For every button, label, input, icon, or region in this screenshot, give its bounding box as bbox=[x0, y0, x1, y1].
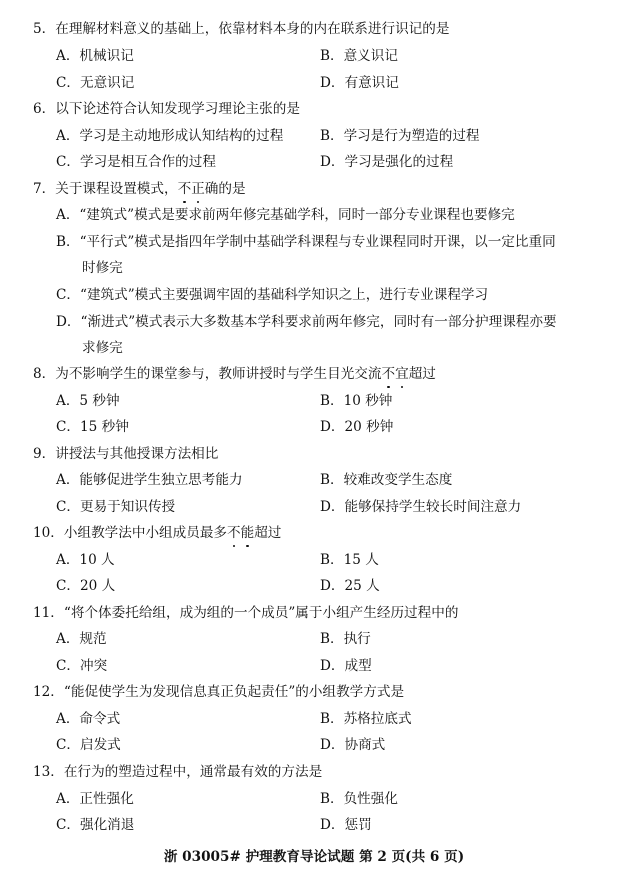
emphasis-char: 能 bbox=[240, 525, 255, 541]
option-text: 学习是主动地形成认知结构的过程 bbox=[79, 128, 284, 144]
question-number: 6． bbox=[33, 101, 56, 117]
question-stem bbox=[33, 365, 436, 383]
option-text: 机械识记 bbox=[79, 48, 134, 64]
option-b bbox=[320, 47, 398, 65]
question-number: 8． bbox=[33, 366, 56, 382]
option-a bbox=[56, 392, 120, 410]
option-d bbox=[320, 498, 521, 516]
option-letter: A． bbox=[56, 207, 80, 223]
question-stem bbox=[33, 180, 246, 198]
stem-text: 以下论述符合认知发现学习理论主张的是 bbox=[55, 101, 300, 117]
option-letter: C． bbox=[56, 658, 80, 674]
option-text: 5 秒钟 bbox=[79, 393, 120, 409]
option-text: 25 人 bbox=[344, 578, 380, 594]
option-letter: A． bbox=[56, 631, 80, 647]
stem-text: 确的是 bbox=[204, 181, 246, 197]
option-letter: B． bbox=[320, 393, 344, 409]
question-stem bbox=[33, 683, 404, 701]
option-text: “渐进式”模式表示大多数基本学科要求前两年修完，同时有一部分护理课程亦要 bbox=[80, 314, 557, 330]
question-number: 13． bbox=[33, 764, 64, 780]
question-stem bbox=[33, 524, 281, 542]
option-letter: D． bbox=[320, 737, 345, 753]
option-letter: C． bbox=[56, 154, 80, 170]
option-a bbox=[56, 47, 134, 65]
stem-text: “将个体委托给组，成为组的一个成员”属于小组产生经历过程中的 bbox=[63, 605, 459, 621]
option-letter: A． bbox=[56, 472, 80, 488]
option-text: 10 人 bbox=[79, 552, 115, 568]
option-text: 执行 bbox=[343, 631, 371, 647]
stem-text: 在理解材料意义的基础上，依靠材料本身的内在联系进行识记的是 bbox=[55, 21, 450, 37]
option-letter: D． bbox=[320, 658, 345, 674]
option-text: 启发式 bbox=[80, 737, 121, 753]
option-d bbox=[56, 313, 604, 331]
option-letter: B． bbox=[320, 48, 344, 64]
option-d bbox=[320, 577, 380, 595]
emphasis-char: 不 bbox=[227, 525, 241, 541]
option-letter: D． bbox=[320, 75, 345, 91]
option-letter: A． bbox=[56, 552, 80, 568]
option-d-continuation: 求修完 bbox=[82, 340, 123, 356]
option-text: 强化消退 bbox=[80, 817, 135, 833]
option-c bbox=[56, 153, 216, 171]
option-a bbox=[56, 551, 115, 569]
option-text: 学习是强化的过程 bbox=[344, 154, 454, 170]
option-b bbox=[320, 551, 379, 569]
option-text: “建筑式”模式是要求前两年修完基础学科，同时一部分专业课程也要修完 bbox=[79, 207, 515, 223]
option-text: “建筑式”模式主要强调牢固的基础科学知识之上，进行专业课程学习 bbox=[80, 287, 489, 303]
page-footer: 浙 03005# 护理教育导论试题 第 2 页(共 6 页) bbox=[163, 849, 465, 865]
stem-text: 超过 bbox=[254, 525, 282, 541]
option-text: 有意识记 bbox=[344, 75, 399, 91]
option-a bbox=[56, 630, 107, 648]
option-d bbox=[320, 736, 385, 754]
option-letter: D． bbox=[320, 499, 345, 515]
emphasis-char: 不 bbox=[381, 366, 396, 382]
option-text: 更易于知识传授 bbox=[80, 499, 176, 515]
option-text: 较难改变学生态度 bbox=[343, 472, 453, 488]
option-a bbox=[56, 710, 120, 728]
option-letter: A． bbox=[56, 48, 80, 64]
option-text: 20 秒钟 bbox=[344, 419, 394, 435]
option-letter: B． bbox=[320, 631, 344, 647]
option-c bbox=[56, 736, 121, 754]
option-letter: C． bbox=[56, 419, 80, 435]
option-letter: B． bbox=[320, 128, 344, 144]
option-d bbox=[320, 74, 399, 92]
stem-text: 为不影响学生的课堂参与，教师讲授时与学生目光交流 bbox=[55, 366, 382, 382]
question-stem bbox=[33, 763, 322, 781]
option-d bbox=[320, 153, 453, 171]
option-text: 命令式 bbox=[79, 711, 121, 727]
option-letter: C． bbox=[56, 737, 80, 753]
option-letter: C． bbox=[56, 499, 80, 515]
option-letter: C． bbox=[56, 578, 80, 594]
option-a bbox=[56, 790, 134, 808]
question-number: 7． bbox=[33, 181, 56, 197]
option-text: 20 人 bbox=[80, 578, 116, 594]
option-b bbox=[320, 630, 371, 648]
option-d bbox=[320, 816, 372, 834]
option-text: 15 人 bbox=[343, 552, 379, 568]
stem-text: “能促使学生为发现信息真正负起责任”的小组教学方式是 bbox=[63, 684, 405, 700]
option-b bbox=[320, 790, 398, 808]
option-letter: B． bbox=[320, 552, 344, 568]
option-letter: D． bbox=[320, 154, 345, 170]
question-stem bbox=[33, 100, 300, 118]
option-b bbox=[320, 710, 412, 728]
question-number: 5． bbox=[33, 21, 56, 37]
option-letter: C． bbox=[56, 817, 80, 833]
option-text: 惩罚 bbox=[344, 817, 372, 833]
option-c bbox=[56, 498, 175, 516]
option-c bbox=[56, 74, 134, 92]
option-text: “平行式”模式是指四年学制中基础学科课程与专业课程同时开课，以一定比重同 bbox=[79, 234, 556, 250]
question-number: 11． bbox=[33, 605, 64, 621]
question-stem bbox=[33, 445, 218, 463]
stem-text: 在行为的塑造过程中，通常最有效的方法是 bbox=[63, 764, 323, 780]
stem-text: 讲授法与其他授课方法相比 bbox=[55, 446, 219, 462]
option-text: 15 秒钟 bbox=[80, 419, 129, 435]
option-text: 能够保持学生较长时间注意力 bbox=[344, 499, 522, 515]
option-letter: D． bbox=[56, 314, 81, 330]
option-letter: C． bbox=[56, 287, 80, 303]
option-letter: A． bbox=[56, 393, 80, 409]
option-b bbox=[320, 392, 392, 410]
option-letter: D． bbox=[320, 419, 345, 435]
question-number: 9． bbox=[33, 446, 56, 462]
stem-text: 关于课程设置模式， bbox=[55, 181, 178, 197]
option-text: 学习是相互合作的过程 bbox=[80, 154, 216, 170]
question-stem bbox=[33, 604, 458, 622]
option-text: 正性强化 bbox=[79, 791, 134, 807]
option-text: 10 秒钟 bbox=[343, 393, 393, 409]
option-text: 负性强化 bbox=[343, 791, 398, 807]
option-text: 能够促进学生独立思考能力 bbox=[79, 472, 243, 488]
option-letter: A． bbox=[56, 791, 80, 807]
option-c bbox=[56, 418, 129, 436]
option-letter: B． bbox=[320, 791, 344, 807]
option-letter: A． bbox=[56, 711, 80, 727]
option-c bbox=[56, 657, 107, 675]
option-a bbox=[56, 206, 604, 224]
option-c bbox=[56, 577, 115, 595]
option-text: 意义识记 bbox=[343, 48, 398, 64]
option-letter: D． bbox=[320, 817, 345, 833]
option-letter: B． bbox=[56, 234, 80, 250]
option-text: 规范 bbox=[79, 631, 107, 647]
emphasis-char: 正 bbox=[191, 181, 205, 197]
option-letter: B． bbox=[320, 711, 344, 727]
question-number: 12． bbox=[33, 684, 64, 700]
option-text: 学习是行为塑造的过程 bbox=[343, 128, 480, 144]
option-text: 协商式 bbox=[344, 737, 386, 753]
emphasis-char: 不 bbox=[177, 181, 192, 197]
question-stem bbox=[33, 20, 449, 38]
option-a bbox=[56, 471, 243, 489]
option-letter: D． bbox=[320, 578, 345, 594]
option-text: 无意识记 bbox=[80, 75, 135, 91]
option-b-continuation: 时修完 bbox=[82, 260, 123, 276]
option-b bbox=[320, 127, 480, 145]
stem-text: 小组教学法中小组成员最多 bbox=[63, 525, 228, 541]
option-text: 苏格拉底式 bbox=[343, 711, 412, 727]
option-d bbox=[320, 657, 372, 675]
option-text: 成型 bbox=[344, 658, 372, 674]
option-text: 冲突 bbox=[80, 658, 108, 674]
option-a bbox=[56, 127, 283, 145]
stem-text: 超过 bbox=[408, 366, 436, 382]
option-d bbox=[320, 418, 393, 436]
option-letter: B． bbox=[320, 472, 344, 488]
emphasis-char: 宜 bbox=[395, 366, 409, 382]
option-c bbox=[56, 816, 134, 834]
option-letter: C． bbox=[56, 75, 80, 91]
option-c bbox=[56, 286, 604, 304]
option-b bbox=[56, 233, 604, 251]
option-b bbox=[320, 471, 452, 489]
option-letter: A． bbox=[56, 128, 80, 144]
question-number: 10． bbox=[33, 525, 64, 541]
